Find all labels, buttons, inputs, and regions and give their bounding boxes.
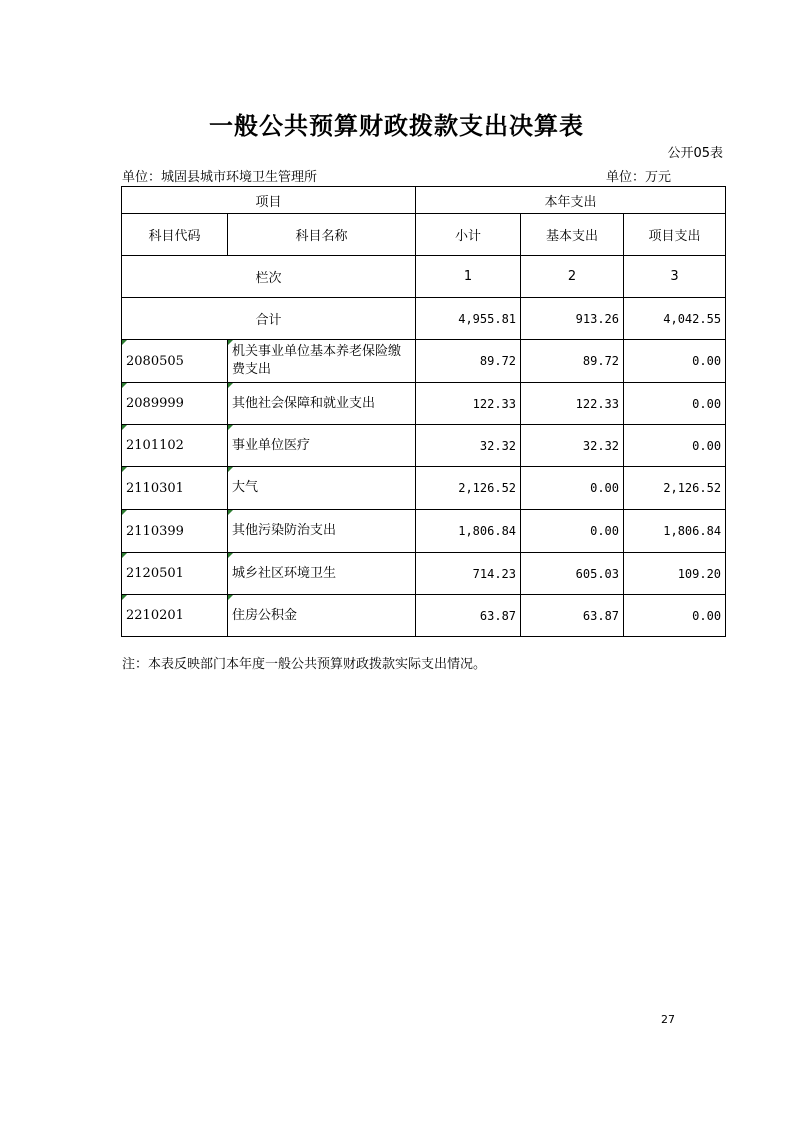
row-basic: 89.72 xyxy=(521,340,624,383)
page-title: 一般公共预算财政拨款支出决算表 xyxy=(209,112,584,140)
row-code: 2210201 xyxy=(122,595,228,637)
row-project: 1,806.84 xyxy=(624,510,726,553)
row-subtotal: 1,806.84 xyxy=(416,510,521,553)
row-subtotal: 32.32 xyxy=(416,425,521,467)
header-subtotal: 小计 xyxy=(416,214,521,256)
row-basic: 63.87 xyxy=(521,595,624,637)
header-name: 科目名称 xyxy=(228,214,416,256)
row-code: 2110399 xyxy=(122,510,228,553)
total-row xyxy=(122,298,726,340)
row-subtotal: 122.33 xyxy=(416,383,521,425)
table-row xyxy=(122,510,726,553)
row-code: 2110301 xyxy=(122,467,228,510)
row-basic: 605.03 xyxy=(521,553,624,595)
row-code: 2101102 xyxy=(122,425,228,467)
table-row xyxy=(122,553,726,595)
row-code: 2080505 xyxy=(122,340,228,383)
row-name: 其他污染防治支出 xyxy=(228,510,416,553)
column-index-row xyxy=(122,256,726,298)
header-code: 科目代码 xyxy=(122,214,228,256)
column-index-1: 1 xyxy=(416,256,521,298)
page-number: 27 xyxy=(661,1013,675,1026)
row-name: 城乡社区环境卫生 xyxy=(228,553,416,595)
organization-unit: 单位：城固县城市环境卫生管理所 xyxy=(122,170,318,185)
row-name: 其他社会保障和就业支出 xyxy=(228,383,416,425)
column-index-label: 栏次 xyxy=(122,256,416,298)
total-label: 合计 xyxy=(122,298,416,340)
row-basic: 32.32 xyxy=(521,425,624,467)
table-row xyxy=(122,383,726,425)
column-index-3: 3 xyxy=(624,256,726,298)
row-project: 0.00 xyxy=(624,595,726,637)
header-row-2 xyxy=(122,214,726,256)
row-project: 0.00 xyxy=(624,383,726,425)
row-name: 大气 xyxy=(228,467,416,510)
table-row xyxy=(122,340,726,383)
row-basic: 0.00 xyxy=(521,467,624,510)
total-basic: 913.26 xyxy=(521,298,624,340)
total-subtotal: 4,955.81 xyxy=(416,298,521,340)
row-subtotal: 63.87 xyxy=(416,595,521,637)
header-row-1 xyxy=(122,187,726,214)
header-project: 项目 xyxy=(122,187,416,214)
row-subtotal: 714.23 xyxy=(416,553,521,595)
header-project-expenditure: 项目支出 xyxy=(624,214,726,256)
header-current-year: 本年支出 xyxy=(416,187,726,214)
table-row xyxy=(122,595,726,637)
table-row xyxy=(122,425,726,467)
row-name: 事业单位医疗 xyxy=(228,425,416,467)
row-subtotal: 2,126.52 xyxy=(416,467,521,510)
form-number: 公开05表 xyxy=(667,146,723,161)
total-project: 4,042.55 xyxy=(624,298,726,340)
row-code: 2089999 xyxy=(122,383,228,425)
row-project: 0.00 xyxy=(624,340,726,383)
row-name: 机关事业单位基本养老保险缴费支出 xyxy=(228,340,416,383)
row-code: 2120501 xyxy=(122,553,228,595)
column-index-2: 2 xyxy=(521,256,624,298)
currency-unit: 单位：万元 xyxy=(606,170,672,185)
row-basic: 122.33 xyxy=(521,383,624,425)
table-note: 注：本表反映部门本年度一般公共预算财政拨款实际支出情况。 xyxy=(122,657,487,672)
header-basic: 基本支出 xyxy=(521,214,624,256)
row-project: 0.00 xyxy=(624,425,726,467)
row-name: 住房公积金 xyxy=(228,595,416,637)
row-project: 2,126.52 xyxy=(624,467,726,510)
table-row xyxy=(122,467,726,510)
row-subtotal: 89.72 xyxy=(416,340,521,383)
row-project: 109.20 xyxy=(624,553,726,595)
expenditure-table xyxy=(121,186,726,637)
row-basic: 0.00 xyxy=(521,510,624,553)
